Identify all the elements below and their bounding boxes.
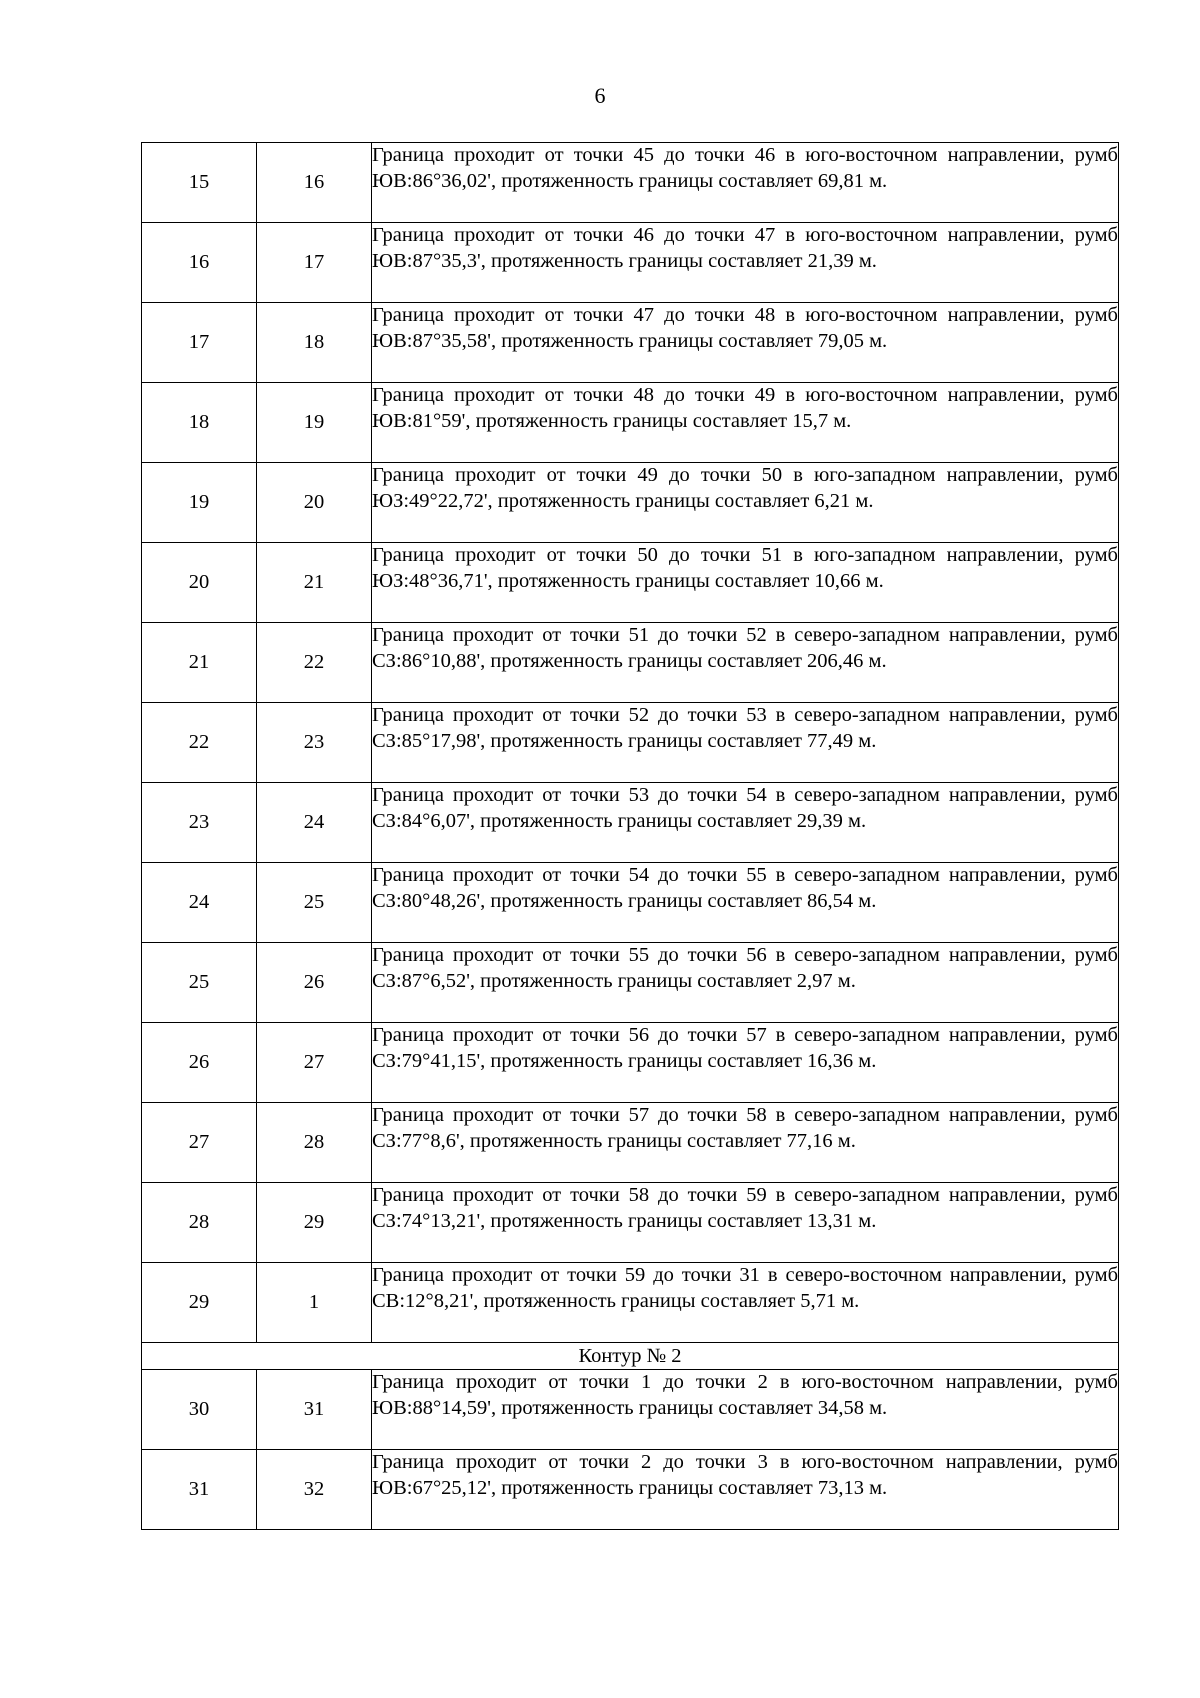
to-point-cell: 21 — [257, 543, 372, 623]
from-point-cell: 22 — [142, 703, 257, 783]
to-point-cell: 17 — [257, 223, 372, 303]
table-row — [142, 463, 1119, 543]
section-header-row — [142, 1343, 1119, 1370]
from-point-cell: 24 — [142, 863, 257, 943]
table-row — [142, 943, 1119, 1023]
from-point-cell: 16 — [142, 223, 257, 303]
table-row — [142, 783, 1119, 863]
page-number: 6 — [594, 83, 606, 108]
from-point-cell: 25 — [142, 943, 257, 1023]
table-row — [142, 143, 1119, 223]
table-row — [142, 223, 1119, 303]
boundary-description: Граница проходит от точки 1 до точки 2 в юго-восточном направлении, румб ЮВ:88°14,59', протяженность границы составляет 34,58 м. — [372, 1370, 1119, 1450]
from-point-cell: 15 — [142, 143, 257, 223]
boundary-description: Граница проходит от точки 52 до точки 53 в северо-западном направлении, румб СЗ:85°17,98', протяженность границы составляет 77,49 м. — [372, 703, 1119, 783]
table-row — [142, 623, 1119, 703]
boundary-description: Граница проходит от точки 50 до точки 51 в юго-западном направлении, румб ЮЗ:48°36,71', протяженность границы составляет 10,66 м. — [372, 543, 1119, 623]
to-point-cell: 20 — [257, 463, 372, 543]
boundary-description: Граница проходит от точки 45 до точки 46 в юго-восточном направлении, румб ЮВ:86°36,02', протяженность границы составляет 69,81 м. — [372, 143, 1119, 223]
to-point-cell: 28 — [257, 1103, 372, 1183]
boundary-description: Граница проходит от точки 2 до точки 3 в юго-восточном направлении, румб ЮВ:67°25,12', протяженность границы составляет 73,13 м. — [372, 1450, 1119, 1530]
from-point-cell: 18 — [142, 383, 257, 463]
to-point-cell: 26 — [257, 943, 372, 1023]
table-row — [142, 863, 1119, 943]
to-point-cell: 22 — [257, 623, 372, 703]
to-point-cell: 27 — [257, 1023, 372, 1103]
boundary-description: Граница проходит от точки 49 до точки 50 в юго-западном направлении, румб ЮЗ:49°22,72', протяженность границы составляет 6,21 м. — [372, 463, 1119, 543]
from-point-cell: 19 — [142, 463, 257, 543]
from-point-cell: 28 — [142, 1183, 257, 1263]
from-point-cell: 29 — [142, 1263, 257, 1343]
boundary-description: Граница проходит от точки 57 до точки 58 в северо-западном направлении, румб СЗ:77°8,6', протяженность границы составляет 77,16 м. — [372, 1103, 1119, 1183]
to-point-cell: 29 — [257, 1183, 372, 1263]
table-row — [142, 383, 1119, 463]
from-point-cell: 30 — [142, 1370, 257, 1450]
to-point-cell: 19 — [257, 383, 372, 463]
to-point-cell: 31 — [257, 1370, 372, 1450]
boundary-description: Граница проходит от точки 48 до точки 49 в юго-восточном направлении, румб ЮВ:81°59', протяженность границы составляет 15,7 м. — [372, 383, 1119, 463]
boundary-table-body — [142, 143, 1119, 1530]
table-row — [142, 543, 1119, 623]
boundary-description: Граница проходит от точки 55 до точки 56 в северо-западном направлении, румб СЗ:87°6,52', протяженность границы составляет 2,97 м. — [372, 943, 1119, 1023]
from-point-cell: 20 — [142, 543, 257, 623]
to-point-cell: 25 — [257, 863, 372, 943]
to-point-cell: 23 — [257, 703, 372, 783]
from-point-cell: 27 — [142, 1103, 257, 1183]
from-point-cell: 17 — [142, 303, 257, 383]
table-row — [142, 1450, 1119, 1530]
table-row — [142, 303, 1119, 383]
boundary-description: Граница проходит от точки 47 до точки 48 в юго-восточном направлении, румб ЮВ:87°35,58', протяженность границы составляет 79,05 м. — [372, 303, 1119, 383]
to-point-cell: 16 — [257, 143, 372, 223]
boundary-description: Граница проходит от точки 53 до точки 54 в северо-западном направлении, румб СЗ:84°6,07', протяженность границы составляет 29,39 м. — [372, 783, 1119, 863]
from-point-cell: 26 — [142, 1023, 257, 1103]
boundary-description: Граница проходит от точки 56 до точки 57 в северо-западном направлении, румб СЗ:79°41,15', протяженность границы составляет 16,36 м. — [372, 1023, 1119, 1103]
to-point-cell: 32 — [257, 1450, 372, 1530]
table-row — [142, 703, 1119, 783]
boundary-description: Граница проходит от точки 58 до точки 59 в северо-западном направлении, румб СЗ:74°13,21', протяженность границы составляет 13,31 м. — [372, 1183, 1119, 1263]
boundary-description: Граница проходит от точки 51 до точки 52 в северо-западном направлении, румб СЗ:86°10,88', протяженность границы составляет 206,46 м. — [372, 623, 1119, 703]
to-point-cell: 24 — [257, 783, 372, 863]
section-header: Контур № 2 — [142, 1343, 1119, 1370]
table-row — [142, 1023, 1119, 1103]
table-row — [142, 1263, 1119, 1343]
table-row — [142, 1183, 1119, 1263]
from-point-cell: 21 — [142, 623, 257, 703]
boundary-table — [141, 142, 1119, 1530]
boundary-description: Граница проходит от точки 54 до точки 55 в северо-западном направлении, румб СЗ:80°48,26', протяженность границы составляет 86,54 м. — [372, 863, 1119, 943]
boundary-description: Граница проходит от точки 46 до точки 47 в юго-восточном направлении, румб ЮВ:87°35,3', протяженность границы составляет 21,39 м. — [372, 223, 1119, 303]
from-point-cell: 23 — [142, 783, 257, 863]
table-row — [142, 1103, 1119, 1183]
to-point-cell: 1 — [257, 1263, 372, 1343]
from-point-cell: 31 — [142, 1450, 257, 1530]
boundary-description: Граница проходит от точки 59 до точки 31 в северо-восточном направлении, румб СВ:12°8,21', протяженность границы составляет 5,71 м. — [372, 1263, 1119, 1343]
table-row — [142, 1370, 1119, 1450]
to-point-cell: 18 — [257, 303, 372, 383]
